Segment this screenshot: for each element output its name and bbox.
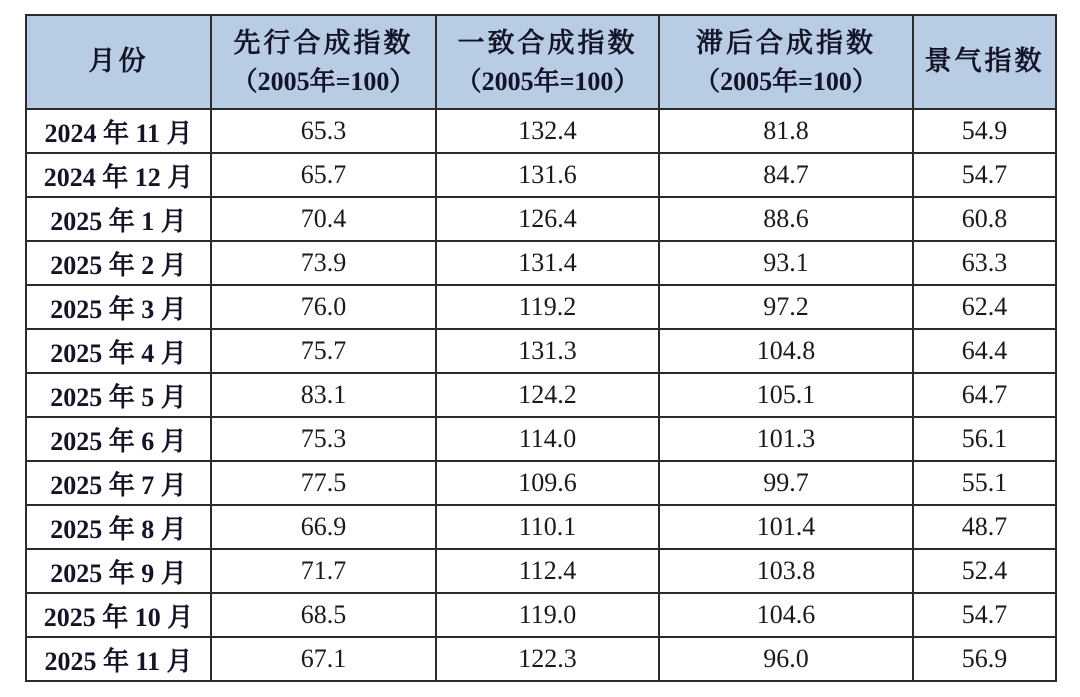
coincident-index-cell: 112.4 [436,549,659,593]
lagging-index-cell: 81.8 [659,109,913,153]
month-cell: 2025 年 10 月 [26,593,211,637]
leading-index-cell: 75.7 [211,329,436,373]
coincident-index-cell: 110.1 [436,505,659,549]
leading-index-cell: 66.9 [211,505,436,549]
header-coincident-index-base: （2005年=100） [455,66,640,96]
header-lagging-index [659,15,913,109]
coincident-index-cell: 119.2 [436,285,659,329]
coincident-index-cell: 109.6 [436,461,659,505]
lagging-index-cell: 96.0 [659,637,913,681]
month-cell: 2025 年 9 月 [26,549,211,593]
month-cell: 2025 年 4 月 [26,329,211,373]
table-row [26,373,1056,417]
lagging-index-cell: 84.7 [659,153,913,197]
lagging-index-cell: 101.4 [659,505,913,549]
coincident-index-cell: 114.0 [436,417,659,461]
month-cell: 2025 年 5 月 [26,373,211,417]
header-coincident-index-label: 一致合成指数 [457,27,638,58]
lagging-index-cell: 101.3 [659,417,913,461]
coincident-index-cell: 126.4 [436,197,659,241]
header-leading-index-base: （2005年=100） [231,66,416,96]
coincident-index-cell: 122.3 [436,637,659,681]
table-row [26,637,1056,681]
lagging-index-cell: 104.8 [659,329,913,373]
table-row [26,417,1056,461]
coincident-index-cell: 131.6 [436,153,659,197]
lagging-index-cell: 103.8 [659,549,913,593]
header-month-label: 月份 [88,46,149,77]
leading-index-cell: 68.5 [211,593,436,637]
lagging-index-cell: 104.6 [659,593,913,637]
header-lagging-index-label: 滞后合成指数 [696,27,876,58]
header-row [26,15,1056,109]
lagging-index-cell: 105.1 [659,373,913,417]
month-cell: 2025 年 11 月 [26,637,211,681]
leading-index-cell: 65.3 [211,109,436,153]
header-month [26,15,211,109]
month-cell: 2024 年 11 月 [26,109,211,153]
table-row [26,461,1056,505]
prosperity-index-cell: 52.4 [913,549,1056,593]
leading-index-cell: 71.7 [211,549,436,593]
table-row [26,241,1056,285]
header-leading-index-label: 先行合成指数 [233,27,414,58]
table-row [26,109,1056,153]
table-row [26,329,1056,373]
prosperity-index-cell: 64.4 [913,329,1056,373]
prosperity-index-cell: 54.7 [913,593,1056,637]
prosperity-index-cell: 60.8 [913,197,1056,241]
leading-index-cell: 70.4 [211,197,436,241]
coincident-index-cell: 119.0 [436,593,659,637]
lagging-index-cell: 97.2 [659,285,913,329]
composite-index-table [25,14,1057,682]
prosperity-index-cell: 55.1 [913,461,1056,505]
table-row [26,593,1056,637]
prosperity-index-cell: 54.9 [913,109,1056,153]
header-leading-index [211,15,436,109]
prosperity-index-cell: 64.7 [913,373,1056,417]
header-coincident-index [436,15,659,109]
leading-index-cell: 77.5 [211,461,436,505]
month-cell: 2025 年 3 月 [26,285,211,329]
month-cell: 2025 年 1 月 [26,197,211,241]
coincident-index-cell: 132.4 [436,109,659,153]
prosperity-index-cell: 63.3 [913,241,1056,285]
leading-index-cell: 83.1 [211,373,436,417]
coincident-index-cell: 131.4 [436,241,659,285]
table-row [26,285,1056,329]
leading-index-cell: 65.7 [211,153,436,197]
table-row [26,549,1056,593]
header-prosperity-index-label: 景气指数 [924,46,1045,77]
prosperity-index-cell: 54.7 [913,153,1056,197]
coincident-index-cell: 124.2 [436,373,659,417]
table-row [26,197,1056,241]
lagging-index-cell: 88.6 [659,197,913,241]
month-cell: 2025 年 7 月 [26,461,211,505]
header-prosperity-index [913,15,1056,109]
header-lagging-index-base: （2005年=100） [694,66,878,96]
prosperity-index-cell: 48.7 [913,505,1056,549]
table-row [26,505,1056,549]
month-cell: 2025 年 6 月 [26,417,211,461]
table-body [26,109,1056,681]
lagging-index-cell: 99.7 [659,461,913,505]
leading-index-cell: 75.3 [211,417,436,461]
month-cell: 2024 年 12 月 [26,153,211,197]
prosperity-index-cell: 56.1 [913,417,1056,461]
month-cell: 2025 年 8 月 [26,505,211,549]
prosperity-index-cell: 62.4 [913,285,1056,329]
leading-index-cell: 76.0 [211,285,436,329]
table-row [26,153,1056,197]
lagging-index-cell: 93.1 [659,241,913,285]
table-header [26,15,1056,109]
month-cell: 2025 年 2 月 [26,241,211,285]
coincident-index-cell: 131.3 [436,329,659,373]
prosperity-index-cell: 56.9 [913,637,1056,681]
leading-index-cell: 73.9 [211,241,436,285]
leading-index-cell: 67.1 [211,637,436,681]
